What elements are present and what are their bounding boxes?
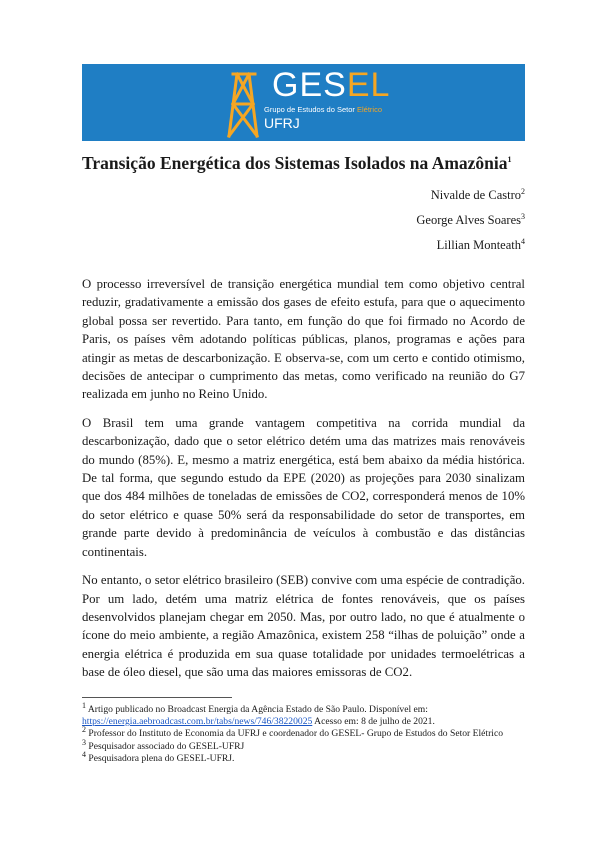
footnote-1-link[interactable]: https://energia.aebroadcast.com.br/tabs/news/746/38220025	[82, 716, 313, 728]
paragraph-2: O Brasil tem uma grande vantagem competitiva na corrida mundial da descarbonização, dado que o setor elétrico detém uma das matrizes mais renováveis do mundo (85%). E, mesmo a matriz energética, está bem abaixo da média histórica. De tal forma, que segundo estudo da EPE (2020) as projeções para 2030 sinalizam que dos 484 milhões de toneladas de emissões de CO2, corresponderá menos de 10% do setor elétrico e quase 50% será da responsabilidade do setor de transportes, em grande parte devido à predominância de veículos à combustão e das distâncias continentais.	[82, 415, 525, 559]
gesel-logo-text: GESEL	[272, 66, 391, 104]
header-banner	[82, 64, 525, 141]
footnote-1: $^1$ Artigo publicado no Broadcast Energia da Agência Estado de São Paulo. Disponível em: https://energia.aebroadcast.com.br/tabs/news/746/38220025 Acesso em: 8 de julho de 2021.	[82, 700, 435, 728]
document-title: Transição Energética dos Sistemas Isolados na Amazônia$^1$	[82, 153, 512, 173]
paragraph-3: No entanto, o setor elétrico brasileiro (SEB) convive com uma espécie de contradição. Por um lado, detém uma matriz elétrica de fontes renováveis, que os países desenvolvidos planejam chegar em 2050. Mas, por outro lado, no que é atualmente o ícone do meio ambiente, a região Amazônica, existem 258 “ilhas de poluição” onde a energia elétrica é produzida em sua quase totalidade por unidades termoelétricas a base de óleo diesel, que são uma das maiores emissoras de CO2.	[82, 573, 525, 680]
ufrj-logo-text: UFRJ	[264, 115, 300, 131]
paragraph-1: O processo irreversível de transição energética mundial tem como objetivo central reduzir, gradativamente a emissão dos gases de efeito estufa, para que o aquecimento global possa ser revertido. Para tanto, em função do que foi firmado no Acordo de Paris, os países vêm adotando políticas públicas, planos, programas e ações para atingir as metas de descarbonização. E observa-se, com um certo e contido otimismo, decisões de antecipar o cumprimento das metas, como verificado na reunião do G7 realizada em junho no Reino Unido.	[82, 277, 525, 402]
footnotes	[82, 700, 525, 765]
author-1: Nivalde de Castro$^2$	[430, 186, 525, 202]
author-3: Lillian Monteath$^4$	[436, 236, 525, 252]
footnote-4: $^4$ Pesquisadora plena do GESEL-UFRJ.	[82, 749, 235, 764]
footnote-separator	[82, 697, 232, 698]
author-2: George Alves Soares$^3$	[416, 211, 525, 227]
transmission-tower-logo-icon	[225, 68, 261, 138]
gesel-logo-subtitle: Grupo de Estudos do Setor Elétrico	[264, 105, 382, 114]
author-list	[416, 183, 525, 258]
footnote-2: $^2$ Professor do Instituto de Economia da UFRJ e coordenador do GESEL- Grupo de Estudos do Setor Elétrico	[82, 725, 503, 740]
footnote-ref-1: 1	[507, 155, 512, 165]
footnote-3: $^3$ Pesquisador associado do GESEL-UFRJ	[82, 737, 245, 752]
article-body	[82, 275, 525, 692]
